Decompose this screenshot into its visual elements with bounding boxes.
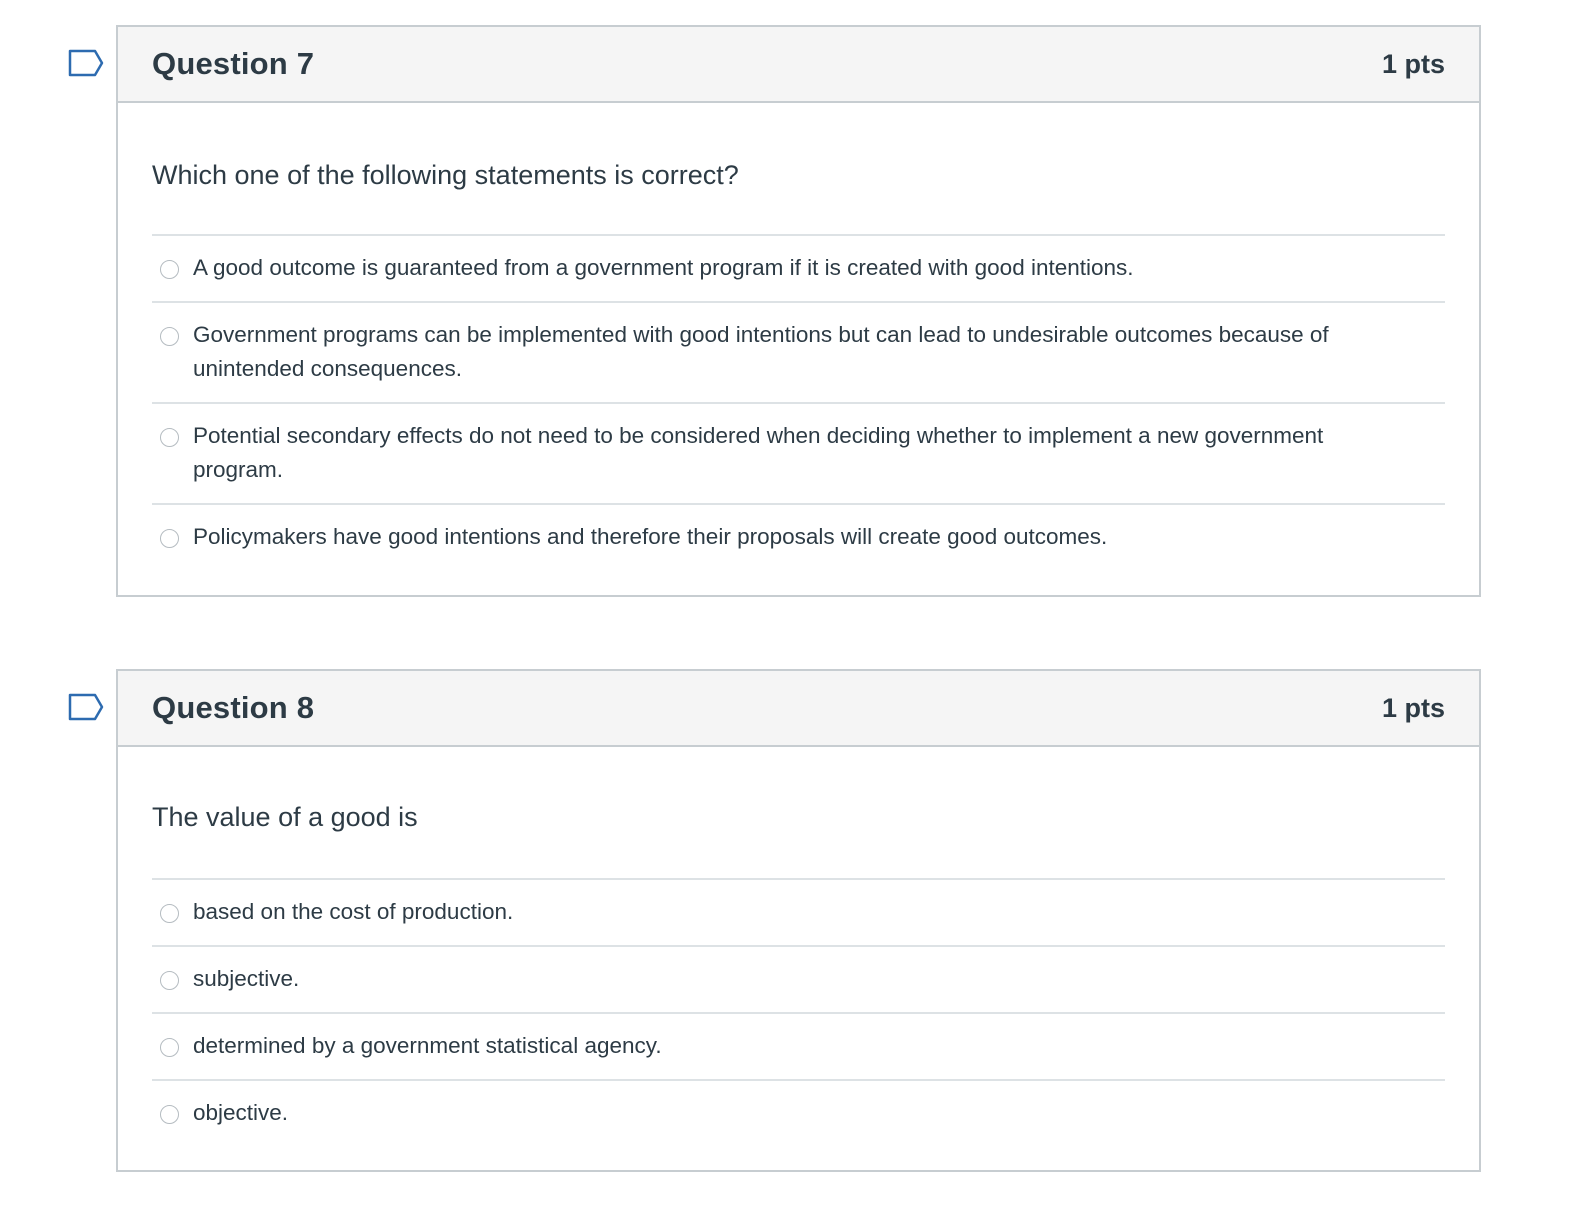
answer-label: subjective. (193, 966, 300, 991)
question-8-card (116, 669, 1481, 1172)
answer-list (152, 234, 1445, 570)
answer-option[interactable] (152, 303, 1445, 404)
answer-label: determined by a government statistical agency. (193, 1033, 662, 1058)
question-title: Question 8 (152, 690, 315, 725)
question-text: Which one of the following statements is correct? (152, 160, 739, 190)
radio-button[interactable] (160, 428, 179, 447)
question-points: 1 pts (1381, 48, 1445, 79)
radio-button[interactable] (160, 1105, 179, 1124)
question-7-card (116, 25, 1481, 597)
answer-option[interactable] (152, 236, 1445, 303)
answer-label: Potential secondary effects do not need to be considered when deciding whether to implement a new government program. (193, 423, 1324, 482)
question-body (118, 800, 1479, 1146)
answer-list (152, 878, 1445, 1146)
answer-label: Policymakers have good intentions and therefore their proposals will create good outcomes. (193, 524, 1108, 549)
flag-question-icon[interactable] (68, 693, 104, 721)
question-title: Question 7 (152, 46, 315, 81)
answer-option[interactable] (152, 1014, 1445, 1081)
question-text: The value of a good is (152, 802, 418, 832)
answer-option[interactable] (152, 505, 1445, 570)
radio-button[interactable] (160, 904, 179, 923)
answer-label: objective. (193, 1100, 289, 1125)
flag-question-icon[interactable] (68, 49, 104, 77)
answer-label: A good outcome is guaranteed from a government program if it is created with good intentions. (193, 255, 1134, 280)
answer-label: Government programs can be implemented with good intentions but can lead to undesirable outcomes because of unintended consequences. (193, 322, 1329, 381)
answer-option[interactable] (152, 404, 1445, 505)
radio-button[interactable] (160, 327, 179, 346)
question-points: 1 pts (1381, 692, 1445, 723)
answer-option[interactable] (152, 880, 1445, 947)
radio-button[interactable] (160, 1038, 179, 1057)
question-header (118, 27, 1479, 103)
radio-button[interactable] (160, 529, 179, 548)
radio-button[interactable] (160, 971, 179, 990)
question-header (118, 671, 1479, 747)
radio-button[interactable] (160, 260, 179, 279)
answer-label: based on the cost of production. (193, 899, 514, 924)
answer-option[interactable] (152, 1081, 1445, 1146)
answer-option[interactable] (152, 947, 1445, 1014)
question-body (118, 158, 1479, 570)
